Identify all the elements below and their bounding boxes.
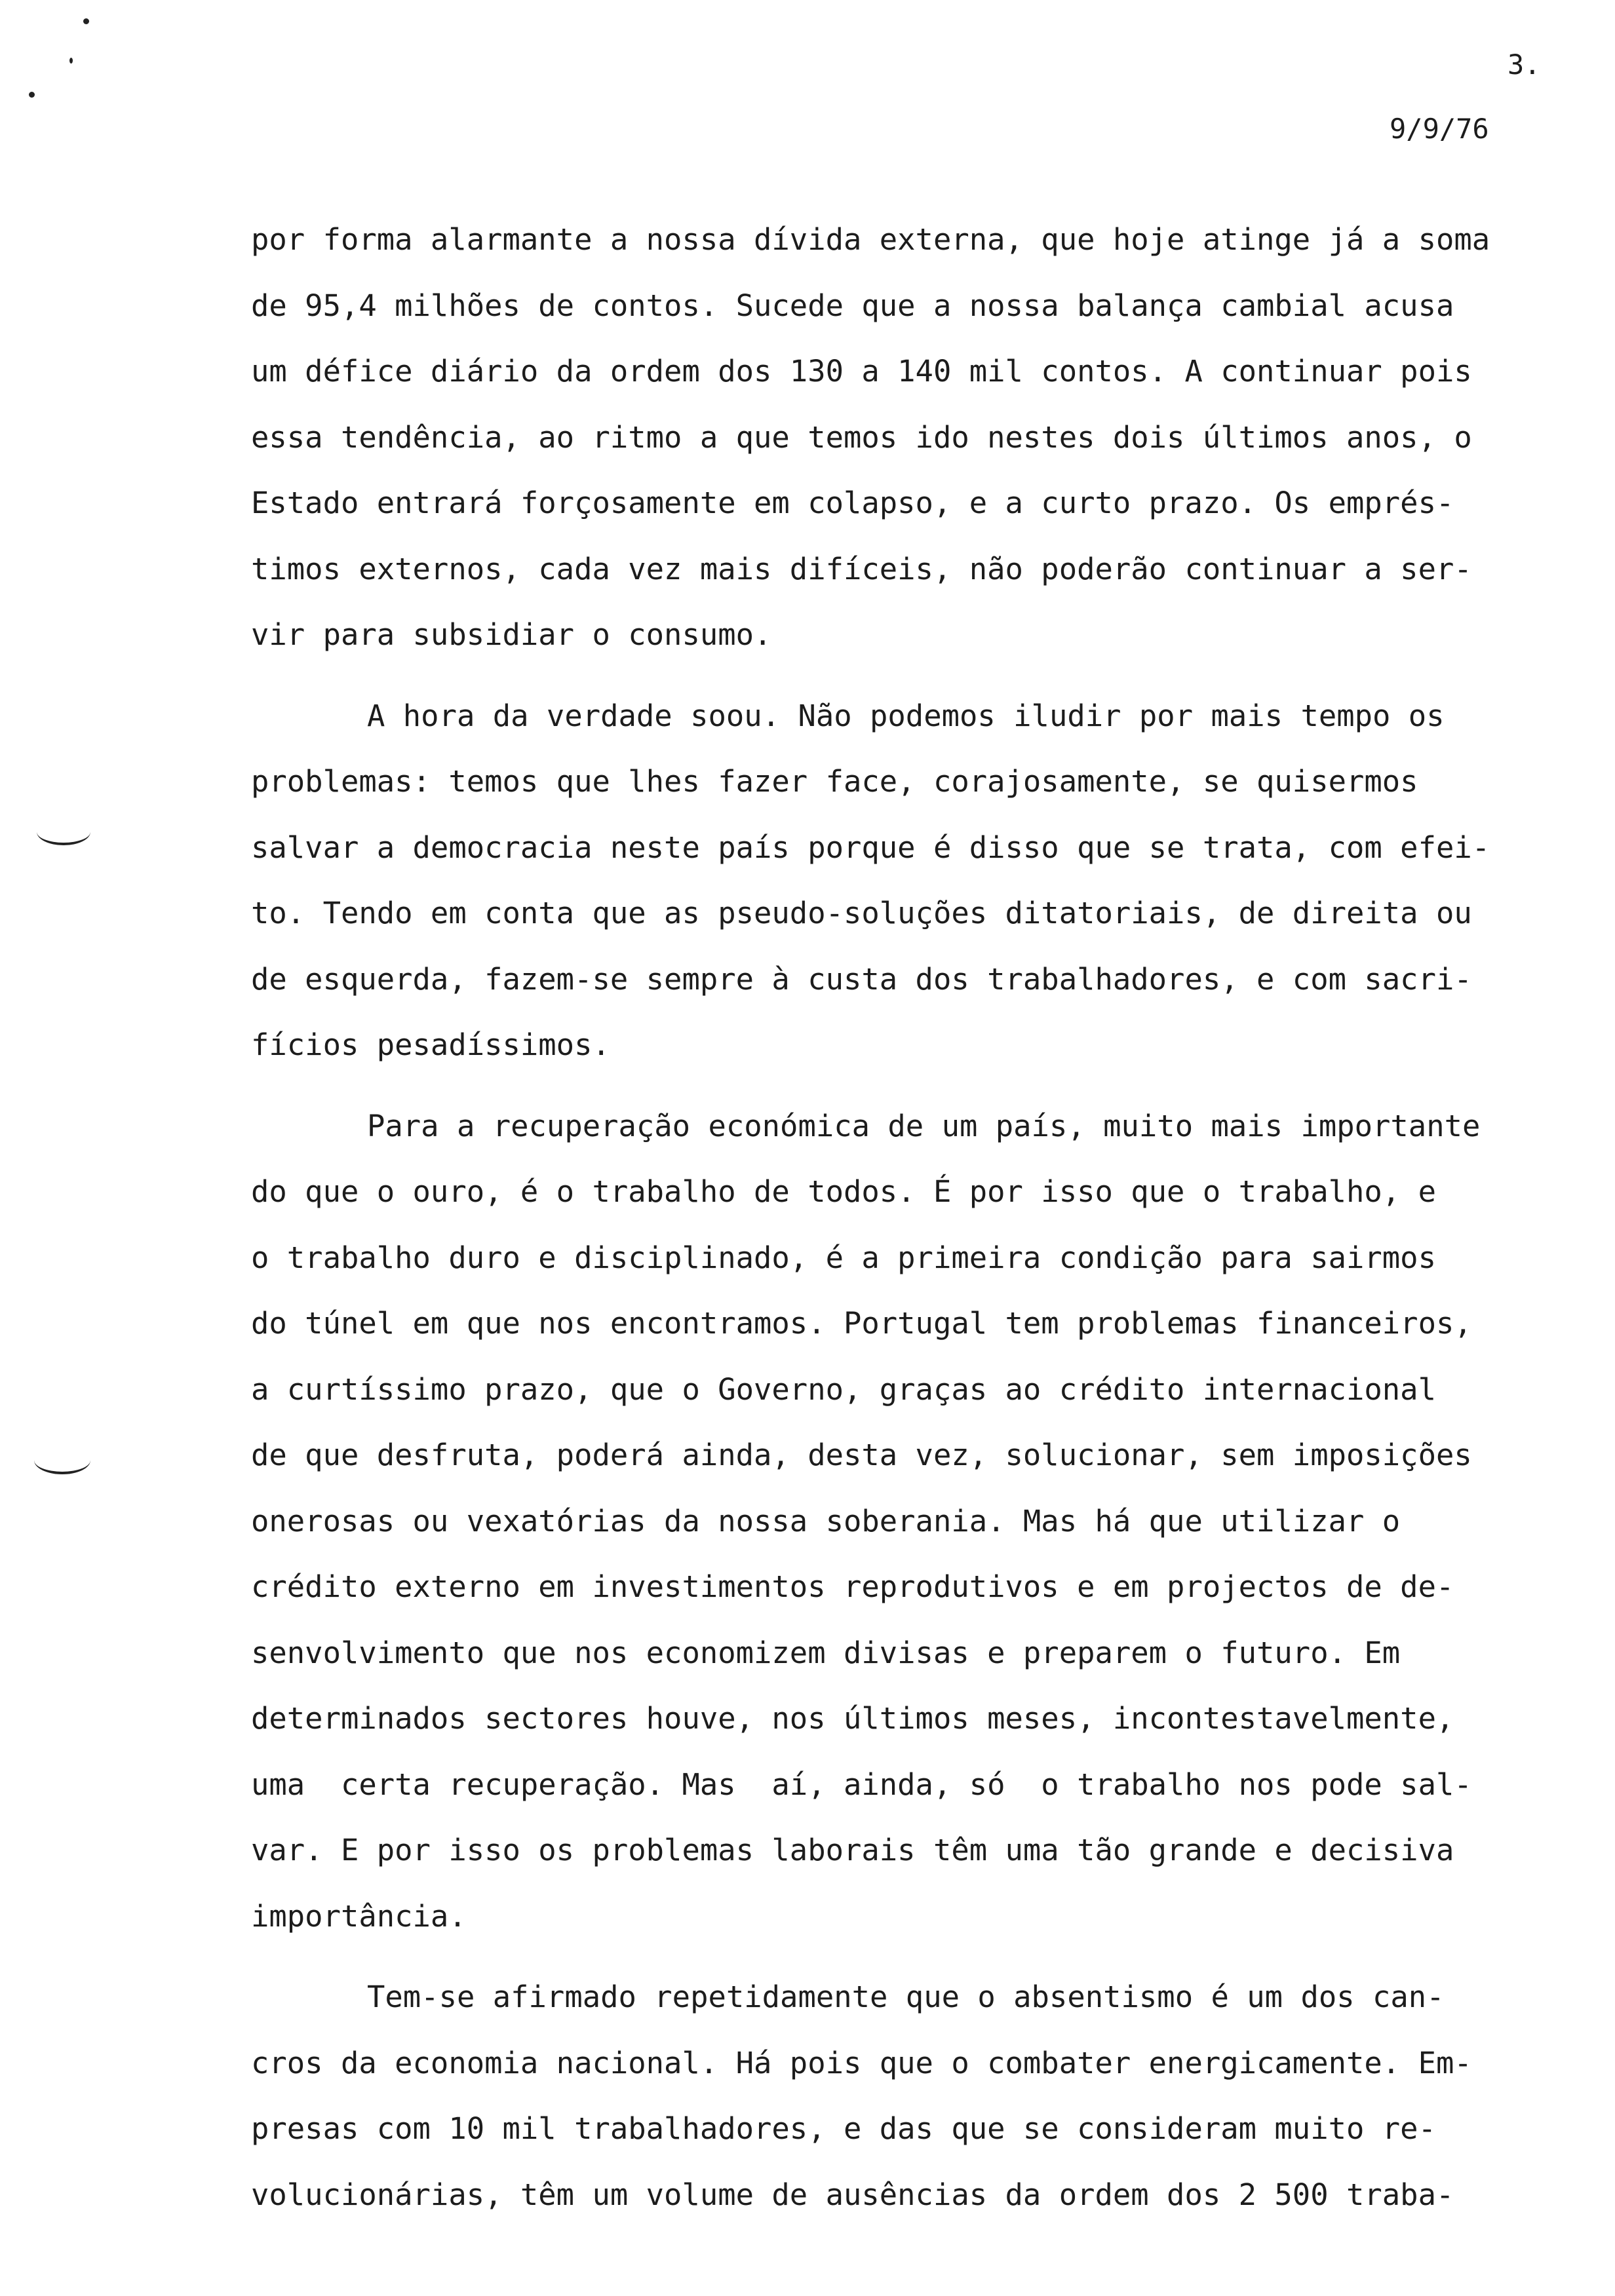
text-line: problemas: temos que lhes fazer face, corajosamente, se quisermos [251, 764, 1418, 799]
text-line: o trabalho duro e disciplinado, é a primeira condição para sairmos [251, 1240, 1436, 1275]
punch-hole-mark [37, 818, 90, 845]
paragraph [251, 683, 1601, 1079]
text-line: um défice diário da ordem dos 130 a 140 mil contos. A continuar pois [251, 354, 1472, 389]
scan-dot [69, 58, 73, 64]
text-line: Estado entrará forçosamente em colapso, e a curto prazo. Os emprés- [251, 486, 1454, 520]
text-line: do túnel em que nos encontramos. Portugal tem problemas financeiros, [251, 1306, 1472, 1341]
text-line: salvar a democracia neste país porque é disso que se trata, com efei- [251, 830, 1490, 865]
text-line: senvolvimento que nos economizem divisas e preparem o futuro. Em [251, 1635, 1401, 1670]
text-line: crédito externo em investimentos reprodutivos e em projectos de de- [251, 1569, 1454, 1604]
text-line: cros da economia nacional. Há pois que o combater energicamente. Em- [251, 2045, 1472, 2080]
text-line: Para a recuperação económica de um país, muito mais importante [367, 1108, 1481, 1143]
text-line: determinados sectores houve, nos últimos meses, incontestavelmente, [251, 1701, 1454, 1736]
text-line: presas com 10 mil trabalhadores, e das que se consideram muito re- [251, 2111, 1436, 2146]
text-line: uma certa recuperação. Mas aí, ainda, só o trabalho nos pode sal- [251, 1767, 1472, 1802]
page-number: 3. [1508, 48, 1541, 81]
scan-dot [29, 92, 35, 98]
scan-dot [83, 18, 89, 24]
text-line: fícios pesadíssimos. [251, 1027, 610, 1062]
text-line: Tem-se afirmado repetidamente que o absentismo é um dos can- [367, 1980, 1445, 2014]
text-line: onerosas ou vexatórias da nossa soberania. Mas há que utilizar o [251, 1503, 1401, 1539]
text-line: a curtíssimo prazo, que o Governo, graças ao crédito internacional [251, 1371, 1436, 1407]
text-line: to. Tendo em conta que as pseudo-soluções ditatoriais, de direita ou [251, 896, 1472, 930]
paragraph [251, 1094, 1601, 1950]
text-line: var. E por isso os problemas laborais têm uma tão grande e decisiva [251, 1833, 1454, 1867]
text-line: por forma alarmante a nossa dívida externa, que hoje atinge já a soma [251, 222, 1490, 257]
body-text [251, 207, 1601, 2228]
text-line: de esquerda, fazem-se sempre à custa dos trabalhadores, e com sacri- [251, 961, 1472, 997]
paragraph [251, 1964, 1601, 2228]
text-line: vir para subsidiar o consumo. [251, 617, 772, 652]
page-date: 9/9/76 [1390, 113, 1489, 145]
text-line: volucionárias, têm um volume de ausências da ordem dos 2 500 traba- [251, 2177, 1454, 2212]
text-line: essa tendência, ao ritmo a que temos ido nestes dois últimos anos, o [251, 419, 1472, 455]
text-line: A hora da verdade soou. Não podemos iludir por mais tempo os [367, 698, 1445, 733]
text-line: timos externos, cada vez mais difíceis, não poderão continuar a ser- [251, 551, 1472, 586]
text-line: de que desfruta, poderá ainda, desta vez, solucionar, sem imposições [251, 1438, 1472, 1472]
text-line: de 95,4 milhões de contos. Sucede que a nossa balança cambial acusa [251, 288, 1454, 323]
paragraph [251, 207, 1601, 668]
text-line: do que o ouro, é o trabalho de todos. É por isso que o trabalho, e [251, 1174, 1436, 1209]
punch-hole-mark [34, 1447, 90, 1474]
text-line: importância. [251, 1898, 467, 1934]
